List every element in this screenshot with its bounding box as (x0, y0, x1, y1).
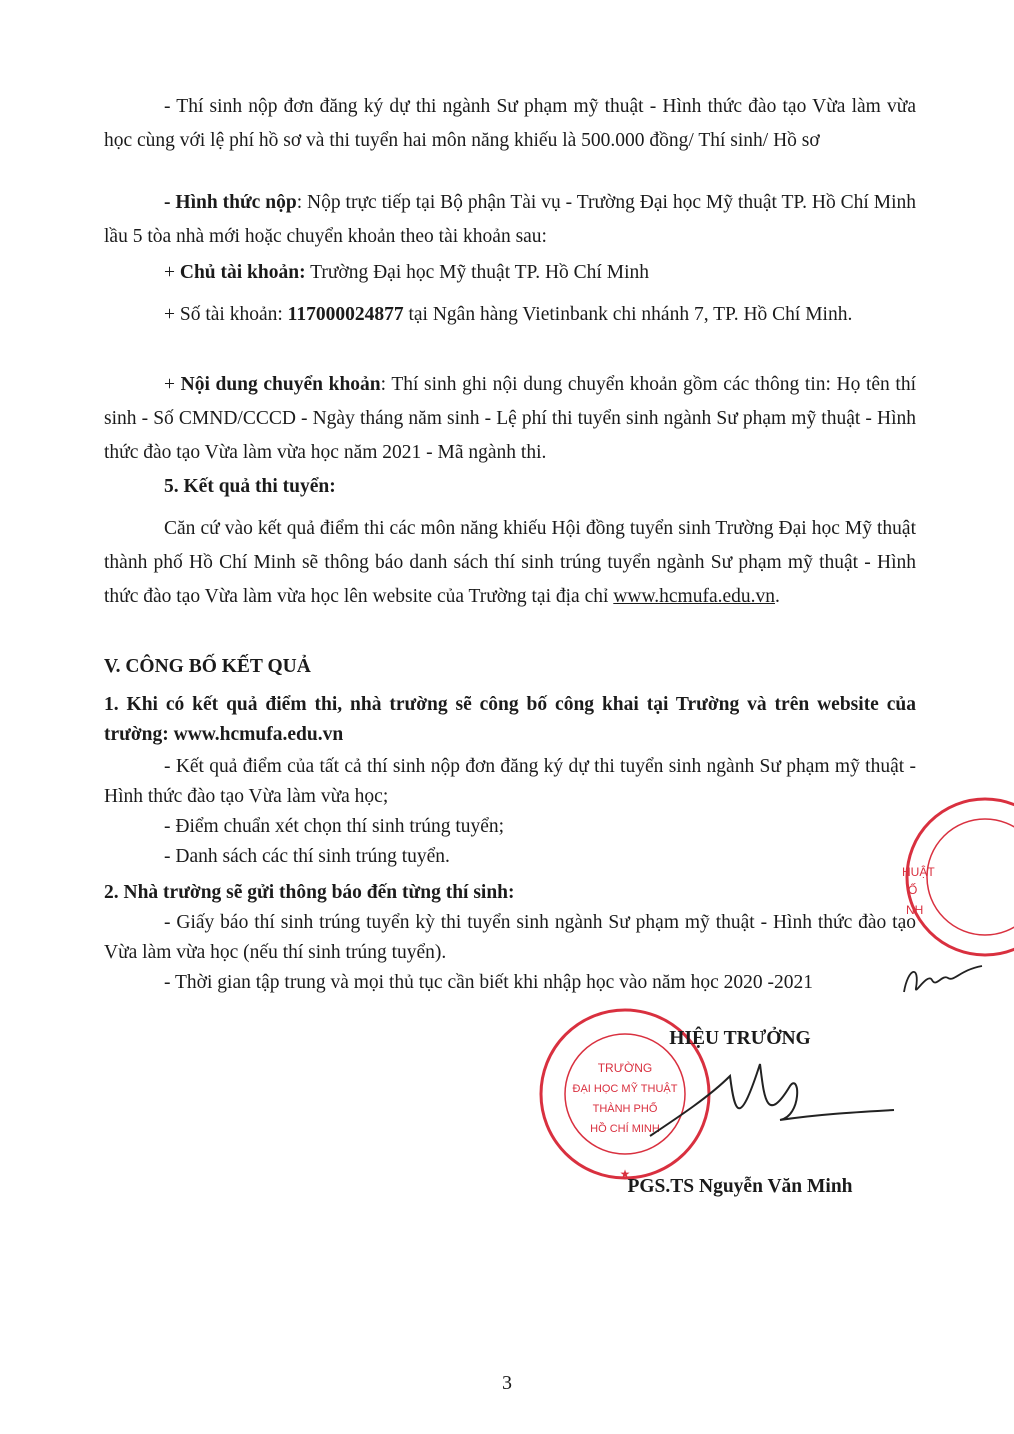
svg-text:Ố: Ố (908, 883, 918, 897)
transfer-content-text: : Thí sinh ghi nội dung chuyển khoản gồm các thông tin: Họ tên thí sinh - Số CMND/CCCD - Ngày tháng năm sinh - Lệ phí thi tuyển sinh ngành Sư phạm mỹ thuật - Hình thức đào tạo Vừa làm vừa học năm 2021 - Mã ngành thi. (104, 374, 917, 463)
seal-line-1: TRƯỜNG (597, 1061, 653, 1075)
list1-item-2: - Điểm chuẩn xét chọn thí sinh trúng tuyển; (164, 816, 505, 837)
results-end: . (775, 586, 780, 607)
list2-item-1: - Giấy báo thí sinh trúng tuyển kỳ thi tuyển sinh ngành Sư phạm mỹ thuật - Hình thức đào tạo Vừa làm vừa học (nếu thí sinh trúng tuyển). (104, 912, 916, 963)
list1-item-3: - Danh sách các thí sinh trúng tuyển. (164, 846, 450, 867)
account-owner-paragraph (104, 256, 916, 290)
results-paragraph (104, 512, 916, 614)
subheading-1: 1. Khi có kết quả điểm thi, nhà trường sẽ công bố công khai tại Trường và trên website của trường: www.hcmufa.edu.vn (104, 694, 916, 745)
seal-line-2: ĐẠI HỌC MỸ THUẬT (572, 1083, 678, 1095)
account-number-paragraph (104, 298, 916, 332)
section-v-heading: V. CÔNG BỐ KẾT QUẢ (104, 656, 311, 677)
list1-item-1: - Kết quả điểm của tất cả thí sinh nộp đơn đăng ký dự thi tuyển sinh ngành Sư phạm mỹ thuật - Hình thức đào tạo Vừa làm vừa học; (104, 756, 916, 807)
svg-text:NH: NH (906, 903, 924, 917)
initial-signature (898, 958, 988, 998)
results-text: Căn cứ vào kết quả điểm thi các môn năng khiếu Hội đồng tuyển sinh Trường Đại học Mỹ thuật thành phố Hồ Chí Minh sẽ thông báo danh sách thí sinh trúng tuyển ngành Sư phạm mỹ thuật - Hình thức đào tạo Vừa làm vừa học lên website của Trường tại địa chỉ (104, 518, 916, 607)
svg-text:★: ★ (619, 1167, 631, 1181)
account-owner-text: Trường Đại học Mỹ thuật TP. Hồ Chí Minh (305, 262, 649, 283)
fee-paragraph: - Thí sinh nộp đơn đăng ký dự thi ngành Sư phạm mỹ thuật - Hình thức đào tạo Vừa làm vừa học cùng với lệ phí hồ sơ và thi tuyển hai môn năng khiếu là 500.000 đồng/ Thí sinh/ Hồ sơ (104, 96, 916, 151)
transfer-content-prefix: + (164, 374, 181, 395)
principal-signature (640, 1056, 900, 1146)
signer-name: PGS.TS Nguyễn Văn Minh (627, 1176, 853, 1197)
list2-item-2: - Thời gian tập trung và mọi thủ tục cần biết khi nhập học vào năm học 2020 -2021 (164, 972, 813, 993)
payment-method-label: - Hình thức nộp (164, 192, 297, 213)
payment-method-text: : Nộp trực tiếp tại Bộ phận Tài vụ - Trường Đại học Mỹ thuật TP. Hồ Chí Minh lầu 5 tòa nhà mới hoặc chuyển khoản theo tài khoản sau: (104, 192, 917, 247)
seal-line-3: THÀNH PHỐ (592, 1103, 658, 1115)
page-number: 3 (502, 1372, 512, 1394)
account-owner-prefix: + (164, 262, 180, 283)
account-bank-text: tại Ngân hàng Vietinbank chi nhánh 7, TP. Hồ Chí Minh. (403, 304, 853, 325)
svg-text:HUẬT: HUẬT (902, 865, 935, 879)
account-owner-label: Chủ tài khoản: (179, 262, 306, 283)
partial-stamp-seal (880, 792, 1014, 962)
account-number: 117000024877 (287, 304, 404, 325)
payment-method-paragraph (104, 186, 916, 254)
subheading-2: 2. Nhà trường sẽ gửi thông báo đến từng thí sinh: (104, 882, 515, 903)
transfer-content-label: Nội dung chuyển khoản (180, 374, 381, 395)
signer-title: HIỆU TRƯỞNG (669, 1028, 811, 1049)
account-number-prefix: + Số tài khoản: (164, 304, 288, 325)
transfer-content-paragraph (104, 368, 916, 470)
seal-line-4: HỒ CHÍ MINH (590, 1123, 660, 1135)
website-link[interactable]: www.hcmufa.edu.vn (613, 586, 776, 607)
heading-results: 5. Kết quả thi tuyển: (164, 476, 336, 497)
